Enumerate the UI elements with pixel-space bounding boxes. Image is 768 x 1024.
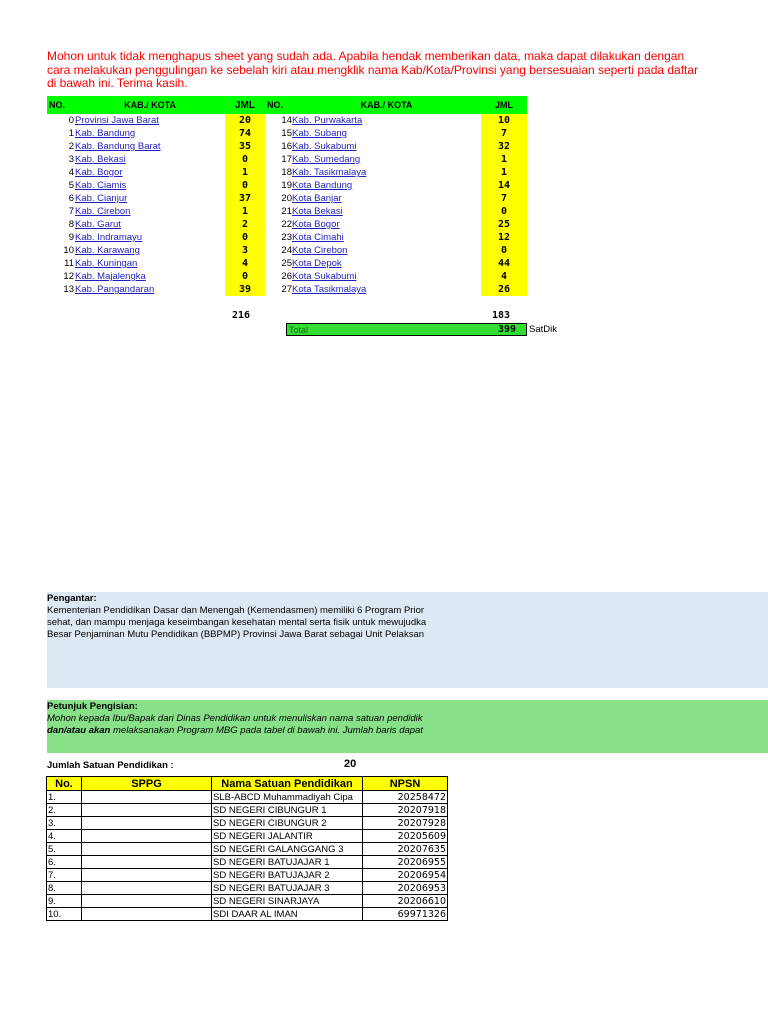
sp-cell-no[interactable]: 6. bbox=[47, 856, 82, 869]
kab-link-text[interactable]: Kab. Purwakarta bbox=[292, 115, 363, 126]
kab-link[interactable] bbox=[292, 231, 481, 244]
pengantar-title: Pengantar: bbox=[47, 593, 97, 604]
kab-link[interactable] bbox=[74, 166, 225, 179]
kab-link[interactable] bbox=[74, 283, 225, 296]
sp-cell-npsn[interactable]: 20258472 bbox=[363, 791, 448, 804]
kab-link[interactable] bbox=[292, 153, 481, 166]
kab-link-text[interactable]: Kota Cirebon bbox=[292, 245, 348, 256]
sp-table-row bbox=[47, 791, 448, 804]
kab-table-row bbox=[47, 244, 527, 257]
sp-cell-sppg[interactable] bbox=[82, 908, 212, 921]
sp-cell-nama[interactable]: SD NEGERI CIBUNGUR 1 bbox=[212, 804, 363, 817]
sp-cell-sppg[interactable] bbox=[82, 817, 212, 830]
petunjuk-line-2-bold: dan/atau akan bbox=[47, 725, 111, 736]
sp-cell-sppg[interactable] bbox=[82, 830, 212, 843]
kab-table-header bbox=[47, 96, 527, 114]
kab-link-text[interactable]: Kab. Indramayu bbox=[75, 232, 143, 243]
sp-header-nama: Nama Satuan Pendidikan bbox=[212, 777, 363, 791]
kab-table-row bbox=[47, 231, 527, 244]
sp-cell-sppg[interactable] bbox=[82, 882, 212, 895]
sp-cell-nama[interactable]: SD NEGERI BATUJAJAR 1 bbox=[212, 856, 363, 869]
kab-link-text[interactable]: Provinsi Jawa Barat bbox=[75, 115, 159, 126]
kab-link-text[interactable]: Kota Banjar bbox=[292, 193, 342, 204]
kab-link-text[interactable]: Kota Bogor bbox=[292, 219, 340, 230]
kab-table-row bbox=[47, 192, 527, 205]
kab-no: 12 bbox=[63, 271, 74, 282]
sp-table-row bbox=[47, 882, 448, 895]
sp-table-row bbox=[47, 856, 448, 869]
kab-no: 14 bbox=[281, 115, 292, 126]
kab-link-text[interactable]: Kab. Cirebon bbox=[75, 206, 131, 217]
kab-link-text[interactable]: Kab. Ciamis bbox=[75, 180, 127, 191]
kab-link[interactable] bbox=[74, 114, 225, 127]
kab-link[interactable] bbox=[74, 218, 225, 231]
total-unit: SatDik bbox=[529, 324, 557, 335]
kab-jml: 39 bbox=[225, 283, 265, 296]
header-jml: JML bbox=[225, 96, 265, 114]
sp-header-npsn: NPSN bbox=[363, 777, 448, 791]
sp-cell-nama[interactable]: SD NEGERI BATUJAJAR 2 bbox=[212, 869, 363, 882]
sp-cell-nama[interactable]: SD NEGERI JALANTIR bbox=[212, 830, 363, 843]
pengantar-line-2: sehat, dan mampu menjaga keseimbangan kesehatan mental serta fisik untuk mewujudka bbox=[47, 617, 427, 628]
kab-table-row bbox=[47, 140, 527, 153]
kab-no: 4 bbox=[68, 167, 74, 178]
sp-table-row bbox=[47, 830, 448, 843]
sp-cell-no[interactable]: 8. bbox=[47, 882, 82, 895]
kab-table-row bbox=[47, 114, 527, 127]
kab-link[interactable] bbox=[74, 244, 225, 257]
kab-no: 25 bbox=[281, 258, 292, 269]
sp-table-row bbox=[47, 817, 448, 830]
kab-jml: 14 bbox=[481, 179, 527, 192]
kab-link[interactable] bbox=[292, 205, 481, 218]
kab-link[interactable] bbox=[74, 270, 225, 283]
kab-no: 6 bbox=[68, 193, 74, 204]
kab-link[interactable] bbox=[292, 257, 481, 270]
kab-jml: 2 bbox=[225, 218, 265, 231]
sum-left: 216 bbox=[232, 310, 251, 321]
total-value: 399 bbox=[497, 324, 516, 335]
sp-table-header bbox=[47, 777, 448, 791]
kab-no: 2 bbox=[68, 141, 74, 152]
kab-table-row bbox=[47, 270, 527, 283]
kab-link-text[interactable]: Kab. Karawang bbox=[75, 245, 140, 256]
kab-no: 15 bbox=[281, 128, 292, 139]
kab-no: 0 bbox=[68, 115, 74, 126]
kab-link-text[interactable]: Kab. Bandung Barat bbox=[75, 141, 161, 152]
petunjuk-title: Petunjuk Pengisian: bbox=[47, 701, 138, 712]
kab-no: 11 bbox=[64, 258, 74, 269]
kab-no: 23 bbox=[281, 232, 292, 243]
sp-cell-no[interactable]: 9. bbox=[47, 895, 82, 908]
sp-table-row bbox=[47, 908, 448, 921]
kab-link[interactable] bbox=[292, 127, 481, 140]
kab-link-text[interactable]: Kab. Bogor bbox=[75, 167, 123, 178]
kab-link[interactable] bbox=[292, 114, 481, 127]
sp-cell-nama[interactable]: SD NEGERI SINARJAYA bbox=[212, 895, 363, 908]
kab-jml: 44 bbox=[481, 257, 527, 270]
kab-jml: 0 bbox=[225, 179, 265, 192]
kab-jml: 26 bbox=[481, 283, 527, 296]
kab-link-text[interactable]: Kab. Kuningan bbox=[75, 258, 138, 269]
kab-jml: 1 bbox=[481, 153, 527, 166]
sp-cell-no[interactable]: 7. bbox=[47, 869, 82, 882]
kab-link[interactable] bbox=[292, 244, 481, 257]
kab-jml: 1 bbox=[481, 166, 527, 179]
notice-text: Mohon untuk tidak menghapus sheet yang sudah ada. Apabila hendak memberikan data, maka dapat dilakukan dengan cara melakukan penggulingan ke sebelah kiri atau mengklik nama Kab/Kota/Provinsi yang bersesuaian seperti pada daftar di bawah ini. Terima kasih. bbox=[47, 49, 699, 90]
kab-jml: 3 bbox=[225, 244, 265, 257]
sp-cell-npsn[interactable]: 20206610 bbox=[363, 895, 448, 908]
petunjuk-line-1: Mohon kepada Ibu/Bapak dari Dinas Pendidikan untuk menuliskan nama satuan pendidik bbox=[47, 713, 423, 724]
sp-cell-no[interactable]: 10. bbox=[47, 908, 82, 921]
kab-jml: 1 bbox=[225, 166, 265, 179]
kab-jml: 32 bbox=[481, 140, 527, 153]
kab-table-row bbox=[47, 257, 527, 270]
kab-no: 1 bbox=[68, 128, 74, 139]
kab-no: 17 bbox=[281, 154, 292, 165]
kab-jml: 0 bbox=[225, 270, 265, 283]
kab-no: 26 bbox=[281, 271, 292, 282]
kab-no: 22 bbox=[281, 219, 292, 230]
sp-cell-nama[interactable]: SD NEGERI GALANGGANG 3 bbox=[212, 843, 363, 856]
kab-jml: 0 bbox=[225, 153, 265, 166]
sp-cell-nama[interactable]: SDI DAAR AL IMAN bbox=[212, 908, 363, 921]
kab-link-text[interactable]: Kab. Subang bbox=[292, 128, 347, 139]
sp-cell-no[interactable]: 3. bbox=[47, 817, 82, 830]
kab-link[interactable] bbox=[292, 140, 481, 153]
pengantar-line-1: Kementerian Pendidikan Dasar dan Menengah (Kemendasmen) memiliki 6 Program Prior bbox=[47, 605, 425, 616]
petunjuk-line-2-rest: melaksanakan Program MBG pada tabel di bawah ini. Jumlah baris dapat bbox=[110, 725, 423, 736]
kab-no: 5 bbox=[68, 180, 74, 191]
kab-link-text[interactable]: Kab. Cianjur bbox=[75, 193, 128, 204]
kab-link-text[interactable]: Kota Cimahi bbox=[292, 232, 344, 243]
sp-header-no: No. bbox=[47, 777, 82, 791]
kab-jml: 0 bbox=[481, 244, 527, 257]
kab-jml: 10 bbox=[481, 114, 527, 127]
sp-cell-npsn[interactable]: 20206953 bbox=[363, 882, 448, 895]
kab-jml: 12 bbox=[481, 231, 527, 244]
sp-cell-npsn[interactable]: 20206955 bbox=[363, 856, 448, 869]
sum-right: 183 bbox=[492, 310, 511, 321]
sp-cell-sppg[interactable] bbox=[82, 843, 212, 856]
sp-table-row bbox=[47, 804, 448, 817]
kab-jml: 25 bbox=[481, 218, 527, 231]
kab-table-row bbox=[47, 283, 527, 296]
kab-table-row bbox=[47, 166, 527, 179]
kab-jml: 0 bbox=[481, 205, 527, 218]
kab-jml: 1 bbox=[225, 205, 265, 218]
jumlah-label: Jumlah Satuan Pendidikan : bbox=[47, 760, 174, 771]
kab-no: 18 bbox=[281, 167, 292, 178]
kab-jml: 74 bbox=[225, 127, 265, 140]
header-kab-2: KAB./ KOTA bbox=[292, 96, 481, 114]
kab-jml: 37 bbox=[225, 192, 265, 205]
kab-table-row bbox=[47, 153, 527, 166]
sp-cell-no[interactable]: 1. bbox=[47, 791, 82, 804]
kab-link-text[interactable]: Kab. Bandung bbox=[75, 128, 136, 139]
sp-cell-nama[interactable]: SD NEGERI BATUJAJAR 3 bbox=[212, 882, 363, 895]
kab-link[interactable] bbox=[292, 179, 481, 192]
sp-header-sppg: SPPG bbox=[82, 777, 212, 791]
kab-link[interactable] bbox=[292, 218, 481, 231]
sp-cell-npsn[interactable]: 20205609 bbox=[363, 830, 448, 843]
kab-link[interactable] bbox=[74, 179, 225, 192]
kab-jml: 20 bbox=[225, 114, 265, 127]
sp-cell-sppg[interactable] bbox=[82, 804, 212, 817]
header-jml-2: JML bbox=[481, 96, 527, 114]
kab-link[interactable] bbox=[74, 153, 225, 166]
kab-no: 16 bbox=[281, 141, 292, 152]
petunjuk-section bbox=[47, 700, 768, 753]
petunjuk-line-2 bbox=[47, 725, 444, 737]
kab-no: 10 bbox=[63, 245, 74, 256]
kab-link-text[interactable]: Kab. Bekasi bbox=[75, 154, 126, 165]
kab-no: 20 bbox=[281, 193, 292, 204]
pengantar-section bbox=[47, 592, 768, 688]
sp-cell-sppg[interactable] bbox=[82, 791, 212, 804]
kab-link[interactable] bbox=[74, 205, 225, 218]
kab-no: 7 bbox=[68, 206, 74, 217]
sp-cell-sppg[interactable] bbox=[82, 856, 212, 869]
kab-jml: 35 bbox=[225, 140, 265, 153]
kab-link-text[interactable]: Kab. Tasikmalaya bbox=[292, 167, 367, 178]
sp-cell-npsn[interactable]: 20207928 bbox=[363, 817, 448, 830]
kab-no: 9 bbox=[68, 232, 74, 243]
kab-link[interactable] bbox=[74, 127, 225, 140]
kab-link-text[interactable]: Kab. Pangandaran bbox=[75, 284, 155, 295]
sp-table-row bbox=[47, 869, 448, 882]
sp-cell-nama[interactable]: SLB-ABCD Muhammadiyah Cipa bbox=[212, 791, 363, 804]
kab-link-text[interactable]: Kab. Sumedang bbox=[292, 154, 361, 165]
kab-table-row bbox=[47, 127, 527, 140]
kab-no: 3 bbox=[68, 154, 74, 165]
header-no: NO. bbox=[47, 96, 74, 114]
sp-cell-no[interactable]: 2. bbox=[47, 804, 82, 817]
header-kab: KAB./ KOTA bbox=[74, 96, 225, 114]
kab-jml: 4 bbox=[225, 257, 265, 270]
kab-link-text[interactable]: Kota Bekasi bbox=[292, 206, 343, 217]
kab-no: 19 bbox=[281, 180, 292, 191]
kab-jml: 4 bbox=[481, 270, 527, 283]
total-label: Total bbox=[289, 325, 309, 335]
kab-link[interactable] bbox=[74, 231, 225, 244]
kab-no: 21 bbox=[281, 206, 292, 217]
jumlah-value: 20 bbox=[344, 758, 357, 770]
kab-no: 13 bbox=[63, 284, 74, 295]
sp-cell-nama[interactable]: SD NEGERI CIBUNGUR 2 bbox=[212, 817, 363, 830]
kab-link-text[interactable]: Kab. Garut bbox=[75, 219, 121, 230]
kab-jml: 0 bbox=[225, 231, 265, 244]
kab-link-text[interactable]: Kota Sukabumi bbox=[292, 271, 357, 282]
sp-cell-sppg[interactable] bbox=[82, 869, 212, 882]
header-no-2: NO. bbox=[265, 96, 292, 114]
kab-jml: 7 bbox=[481, 192, 527, 205]
sp-cell-sppg[interactable] bbox=[82, 895, 212, 908]
total-box bbox=[286, 323, 527, 336]
sp-table-row bbox=[47, 843, 448, 856]
kab-link-text[interactable]: Kab. Majalengka bbox=[75, 271, 146, 282]
kab-link[interactable] bbox=[74, 192, 225, 205]
pengantar-line-3: Besar Penjaminan Mutu Pendidikan (BBPMP) Provinsi Jawa Barat sebagai Unit Pelaksan bbox=[47, 629, 425, 640]
kab-table-row bbox=[47, 218, 527, 231]
kab-link[interactable] bbox=[292, 283, 481, 296]
kab-link[interactable] bbox=[292, 270, 481, 283]
kab-link-text[interactable]: Kota Tasikmalaya bbox=[292, 284, 367, 295]
sp-cell-no[interactable]: 4. bbox=[47, 830, 82, 843]
sp-cell-no[interactable]: 5. bbox=[47, 843, 82, 856]
kab-kota-table bbox=[47, 96, 527, 296]
kab-link[interactable] bbox=[292, 192, 481, 205]
kab-table-row bbox=[47, 179, 527, 192]
kab-link-text[interactable]: Kab. Sukabumi bbox=[292, 141, 357, 152]
kab-link-text[interactable]: Kota Depok bbox=[292, 258, 342, 269]
kab-link[interactable] bbox=[74, 257, 225, 270]
kab-link[interactable] bbox=[74, 140, 225, 153]
kab-jml: 7 bbox=[481, 127, 527, 140]
kab-link-text[interactable]: Kota Bandung bbox=[292, 180, 353, 191]
sp-cell-npsn[interactable]: 20207918 bbox=[363, 804, 448, 817]
satuan-pendidikan-table bbox=[46, 776, 448, 921]
kab-no: 8 bbox=[68, 219, 74, 230]
kab-link[interactable] bbox=[292, 166, 481, 179]
sp-table-row bbox=[47, 895, 448, 908]
kab-no: 24 bbox=[281, 245, 292, 256]
kab-table-row bbox=[47, 205, 527, 218]
sp-cell-npsn[interactable]: 69971326 bbox=[363, 908, 448, 921]
sp-cell-npsn[interactable]: 20207635 bbox=[363, 843, 448, 856]
sp-cell-npsn[interactable]: 20206954 bbox=[363, 869, 448, 882]
kab-no: 27 bbox=[281, 284, 292, 295]
